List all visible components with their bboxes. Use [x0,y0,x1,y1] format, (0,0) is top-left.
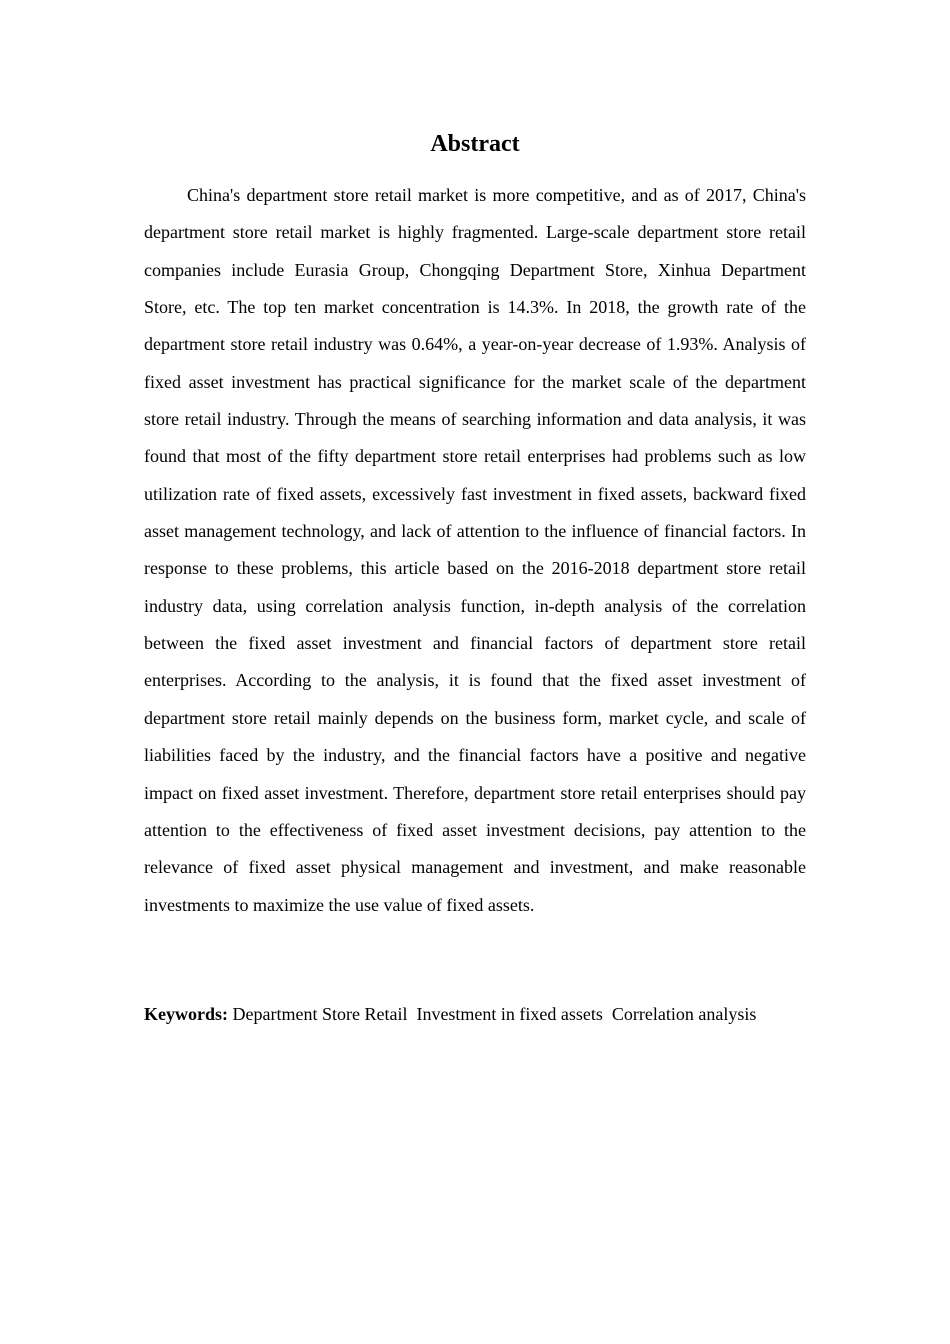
keywords-label: Keywords: [144,1004,228,1024]
keywords-line [144,996,844,1033]
abstract-paragraph: China's department store retail market is more competitive, and as of 2017, China's department store retail market is highly fragmented. Large-scale department store retail companies include Eurasia Group, Chongqing Department Store, Xinhua Department Store, etc. The top ten market concentration is 14.3%. In 2018, the growth rate of the department store retail industry was 0.64%, a year-on-year decrease of 1.93%. Analysis of fixed asset investment has practical significance for the market scale of the department store retail industry. Through the means of searching information and data analysis, it was found that most of the fifty department store retail enterprises had problems such as low utilization rate of fixed assets, excessively fast investment in fixed assets, backward fixed asset management technology, and lack of attention to the influence of financial factors. In response to these problems, this article based on the 2016-2018 department store retail industry data, using correlation analysis function, in-depth analysis of the correlation between the fixed asset investment and financial factors of department store retail enterprises. According to the analysis, it is found that the fixed asset investment of department store retail mainly depends on the business form, market cycle, and scale of liabilities faced by the industry, and the financial factors have a positive and negative impact on fixed asset investment. Therefore, department store retail enterprises should pay attention to the effectiveness of fixed asset investment decisions, pay attention to the relevance of fixed asset physical management and investment, and make reasonable investments to maximize the use value of fixed assets. [144,185,806,915]
keywords-list: Department Store Retail Investment in fixed assets Correlation analysis [228,1004,757,1024]
abstract-title: Abstract [430,131,520,157]
